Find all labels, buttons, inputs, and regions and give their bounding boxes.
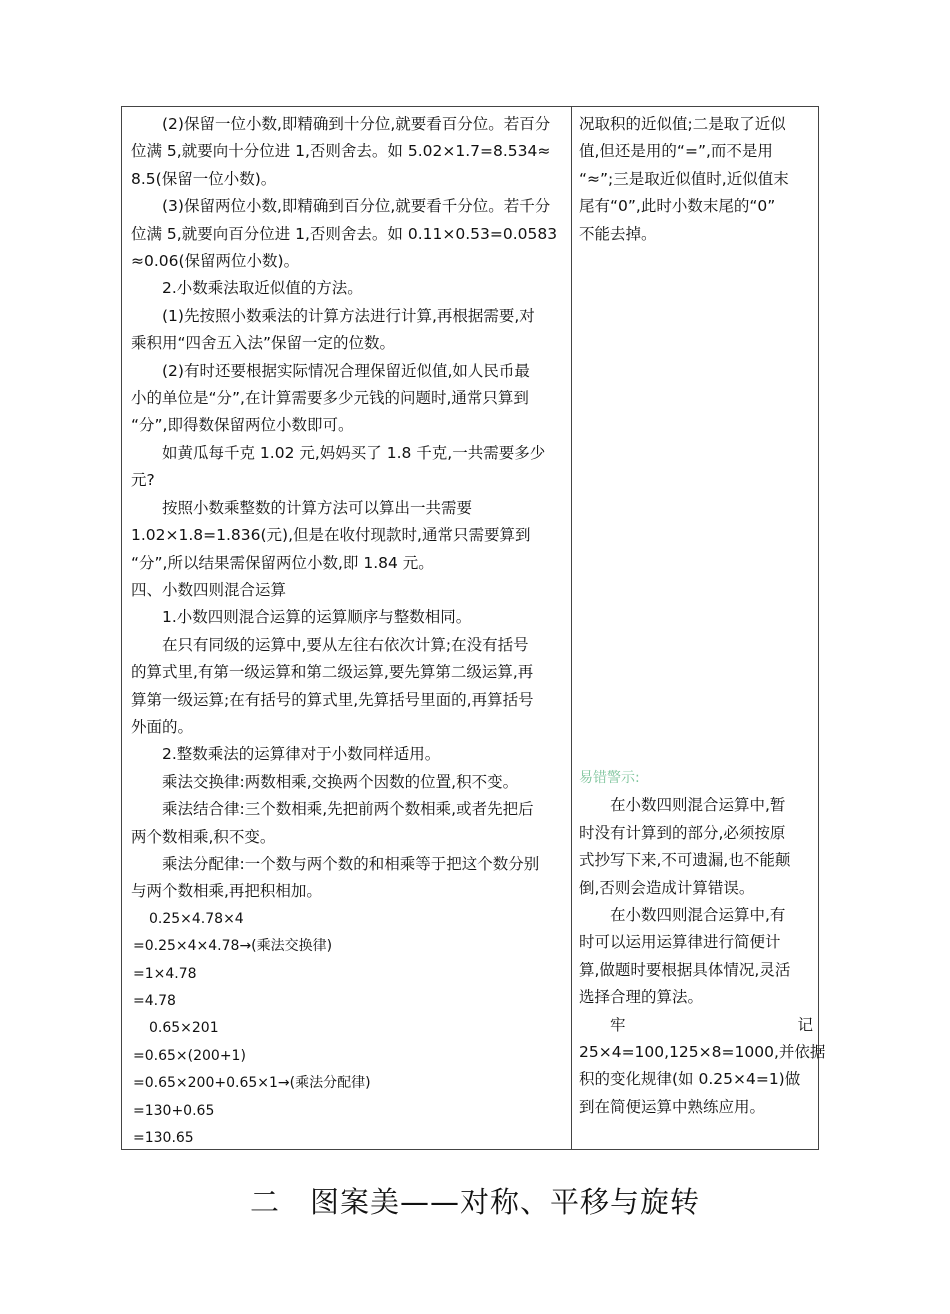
text-line: (2)有时还要根据实际情况合理保留近似值,如人民币最 (162, 361, 530, 380)
text-line: 乘积用“四舍五入法”保留一定的位数。 (131, 334, 396, 353)
text-line: 2.整数乘法的运算律对于小数同样适用。 (162, 745, 441, 764)
calculation-line: =0.65×(200+1) (133, 1047, 246, 1064)
text-line: 按照小数乘整数的计算方法可以算出一共需要 (162, 498, 473, 517)
text-line: 乘法交换律:两数相乘,交换两个因数的位置,积不变。 (162, 772, 519, 791)
note-line: “≈”;三是取近似值时,近似值末 (579, 169, 789, 188)
text-line: 8.5(保留一位小数)。 (131, 169, 277, 188)
warning-line: 时没有计算到的部分,必须按原 (579, 823, 786, 842)
note-line: 值,但还是用的“=”,而不是用 (579, 142, 773, 161)
text-line: ≈0.06(保留两位小数)。 (131, 252, 300, 271)
warning-line: 积的变化规律(如 0.25×4=1)做 (579, 1070, 801, 1089)
warning-line: 牢 记 (610, 1015, 813, 1034)
warning-line: 算,做题时要根据具体情况,灵活 (579, 960, 791, 979)
warning-line: 选择合理的算法。 (579, 988, 704, 1007)
calculation-line: 0.65×201 (149, 1020, 219, 1037)
text-line: (2)保留一位小数,即精确到十分位,就要看百分位。若百分 (162, 115, 551, 133)
text-line: 元? (131, 471, 155, 490)
text-line: 算第一级运算;在有括号的算式里,先算括号里面的,再算括号 (131, 690, 534, 709)
text-line: 位满 5,就要向十分位进 1,否则舍去。如 5.02×1.7=8.534≈ (131, 142, 551, 161)
calculation-line: 0.25×4.78×4 (149, 910, 244, 927)
text-line: 1.02×1.8=1.836(元),但是在收付现款时,通常只需要算到 (131, 526, 531, 545)
warning-line: 在小数四则混合运算中,暂 (610, 796, 786, 815)
text-line: 乘法结合律:三个数相乘,先把前两个数相乘,或者先把后 (162, 800, 534, 819)
note-line: 况取积的近似值;二是取了近似 (579, 115, 786, 133)
text-line: 1.小数四则混合运算的运算顺序与整数相同。 (162, 608, 472, 627)
column-divider (571, 107, 572, 1149)
calculation-line: =1×4.78 (133, 965, 197, 982)
error-warning-box (579, 765, 826, 1121)
warning-line: 式抄写下来,不可遗漏,也不能颠 (579, 851, 791, 870)
text-line: 与两个数相乘,再把积相加。 (131, 882, 322, 901)
calculation-line: =0.25×4×4.78→(乘法交换律) (133, 938, 333, 955)
warning-line: 倒,否则会造成计算错误。 (579, 878, 755, 897)
note-line: 尾有“0”,此时小数末尾的“0” (579, 197, 776, 216)
section-heading: 二 图案美——对称、平移与旋转 (249, 1185, 700, 1219)
warning-line: 25×4=100,125×8=1000,并依据 (579, 1043, 826, 1062)
text-line: 乘法分配律:一个数与两个数的和相乘等于把这个数分别 (162, 854, 540, 873)
note-line: 不能去掉。 (579, 224, 657, 243)
text-line: 小的单位是“分”,在计算需要多少元钱的问题时,通常只算到 (131, 389, 529, 408)
text-line: (1)先按照小数乘法的计算方法进行计算,再根据需要,对 (162, 306, 535, 325)
content-table (121, 106, 826, 1150)
text-line: 外面的。 (131, 717, 194, 736)
knowledge-column (131, 111, 563, 1152)
warning-label: 易错警示: (579, 770, 640, 786)
warning-line: 时可以运用运算律进行简便计 (579, 933, 781, 952)
text-line: 的算式里,有第一级运算和第二级运算,要先算第二级运算,再 (131, 663, 534, 682)
warning-line: 在小数四则混合运算中,有 (610, 906, 786, 925)
text-line: (3)保留两位小数,即精确到百分位,就要看千分位。若千分 (162, 197, 551, 216)
calculation-line: =4.78 (133, 993, 176, 1009)
text-line: 2.小数乘法取近似值的方法。 (162, 279, 363, 298)
text-line: “分”,即得数保留两位小数即可。 (131, 416, 354, 435)
text-line: “分”,所以结果需保留两位小数,即 1.84 元。 (131, 553, 434, 572)
warning-line: 到在简便运算中熟练应用。 (579, 1097, 766, 1116)
text-line: 四、小数四则混合运算 (131, 580, 287, 599)
warning-text (579, 792, 826, 1121)
calculation-line: =0.65×200+0.65×1→(乘法分配律) (133, 1075, 371, 1092)
text-line: 位满 5,就要向百分位进 1,否则舍去。如 0.11×0.53=0.0583 (131, 224, 558, 243)
calculation-line: =130.65 (133, 1130, 194, 1147)
calculation-line: =130+0.65 (133, 1102, 215, 1119)
text-line: 在只有同级的运算中,要从左往右依次计算;在没有括号 (162, 635, 529, 654)
text-line: 两个数相乘,积不变。 (131, 827, 276, 846)
notes-continued (579, 111, 813, 248)
text-line: 如黄瓜每千克 1.02 元,妈妈买了 1.8 千克,一共需要多少 (162, 443, 546, 462)
